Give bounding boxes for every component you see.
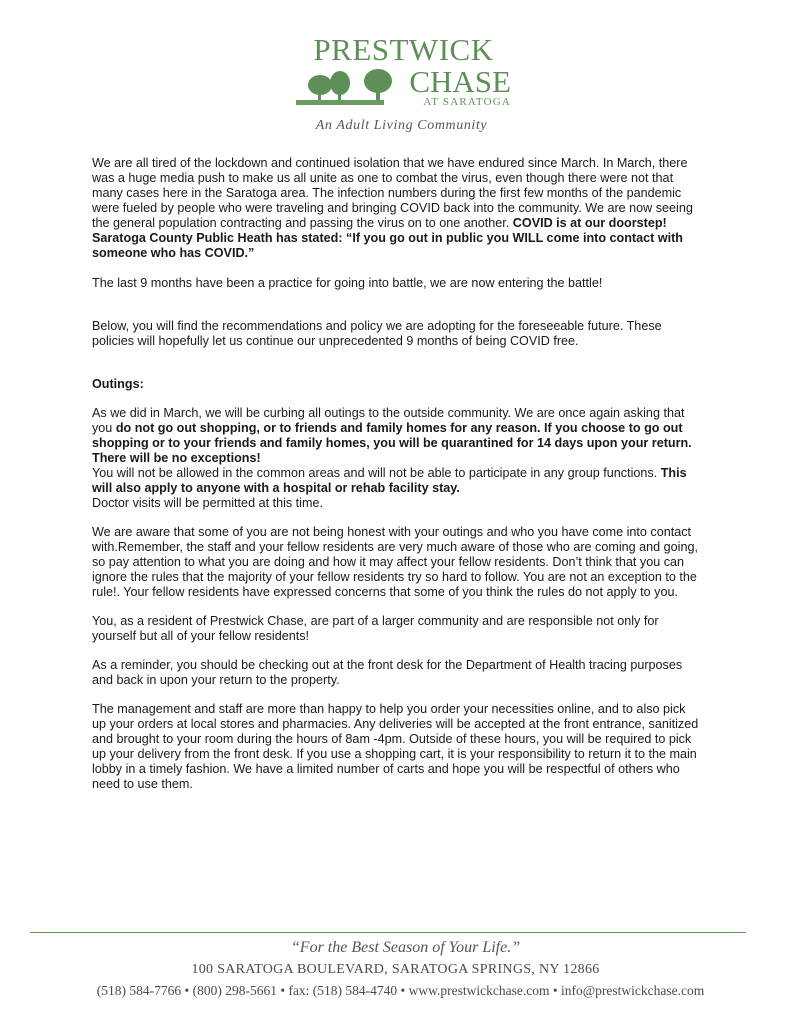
footer-contact: (518) 584-7766 • (800) 298-5661 • fax: (518) 584-4740 • www.prestwickchase.com • info@prestwickchase.com [96, 983, 705, 998]
footer-motto: “For the Best Season of Your Life.” [290, 939, 521, 956]
logo-bar [296, 100, 384, 105]
prestwick-chase-logo [296, 30, 511, 120]
paragraph-deliveries: The management and staff are more than happy to help you order your necessities online, and to also pick up your orders at local stores and pharmacies. Any deliveries will be accepted at the front entrance, sanitized and brought to your room during the hours of 8am -4pm. Outside of these hours, you will be required to pick up your delivery from the front desk. If you use a shopping cart, it is your responsibility to return it to the main lobby in a timely fashion. We have a limited number of carts and hope you will be respectful of others who need to use them. [92, 702, 699, 791]
footer-address: 100 SARATOGA BOULEVARD, SARATOGA SPRINGS, NY 12866 [191, 962, 600, 977]
covid-warning: COVID is at our doorstep! Saratoga County Public Heath has stated: “If you go out in public you WILL come into contact with someone who has COVID.” [92, 216, 684, 260]
logo-line-prestwick: PRESTWICK [313, 32, 494, 67]
paragraph-honesty: We are aware that some of you are not being honest with your outings and who you have come into contact with.Remember, the staff and your fellow residents are very much aware of those who are coming and going, so pay attention to what you are doing and how it may affect your fellow residents. Don’t think that you can ignore the rules that the majority of your fellow residents try so hard to follow. You are not an exception to the rule!. Your fellow residents have expressed concerns that some of you think the rules do not apply to you. [92, 525, 698, 599]
quarantine-rule: do not go out shopping, or to friends and family homes for any reason. If you choose to go out shopping or to your friends and family homes, you will be quarantined for 14 days upon your return. There will be no exceptions! [92, 421, 692, 465]
paragraph-intro: We are all tired of the lockdown and continued isolation that we have endured since March. In March, there was a huge media push to make us all unite as one to combat the virus, even though there were not that many cases here in the Saratoga area. The infection numbers during the first few months of the pandemic were fueled by people who were traveling and bringing COVID back into the community. We are now seeing the general population contracting and passing the virus on to one another. COVID is at our doorstep! Saratoga County Public Heath has stated: “If you go out in public you WILL come into contact with someone who has COVID.” [92, 156, 693, 260]
paragraph-outings: As we did in March, we will be curbing all outings to the outside community. We are once again asking that you do not go out shopping, or to friends and family homes for any reason. If you choose to go out shopping or to your friends and family homes, you will be quarantined for 14 days upon your return. There will be no exceptions! You will not be allowed in the common areas and will not be able to participate in any group functions. This will also apply to anyone with a hospital or rehab facility stay. Doctor visits will be permitted at this time. [92, 406, 692, 510]
paragraph-community: You, as a resident of Prestwick Chase, are part of a larger community and are responsible not only for yourself but all of your fellow residents! [92, 614, 659, 643]
logo-line-at-saratoga: AT SARATOGA [423, 96, 511, 108]
logo-line-chase: CHASE [409, 64, 511, 99]
tagline: An Adult Living Community [315, 118, 488, 133]
footer-divider [30, 932, 746, 933]
hospital-rule: This will also apply to anyone with a hospital or rehab facility stay. [92, 466, 687, 495]
paragraph-policies: Below, you will find the recommendations and policy we are adopting for the foreseeable future. These policies will hopefully let us continue our unprecedented 9 months of being COVID free. [92, 319, 662, 348]
footer [0, 939, 791, 999]
paragraph-check-out: As a reminder, you should be checking out at the front desk for the Department of Health tracing purposes and back in upon your return to the property. [92, 658, 683, 687]
paragraph-battle: The last 9 months have been a practice for going into battle, we are now entering the battle! [92, 276, 603, 290]
outings-heading: Outings: [92, 377, 144, 391]
letter-body [92, 156, 702, 792]
